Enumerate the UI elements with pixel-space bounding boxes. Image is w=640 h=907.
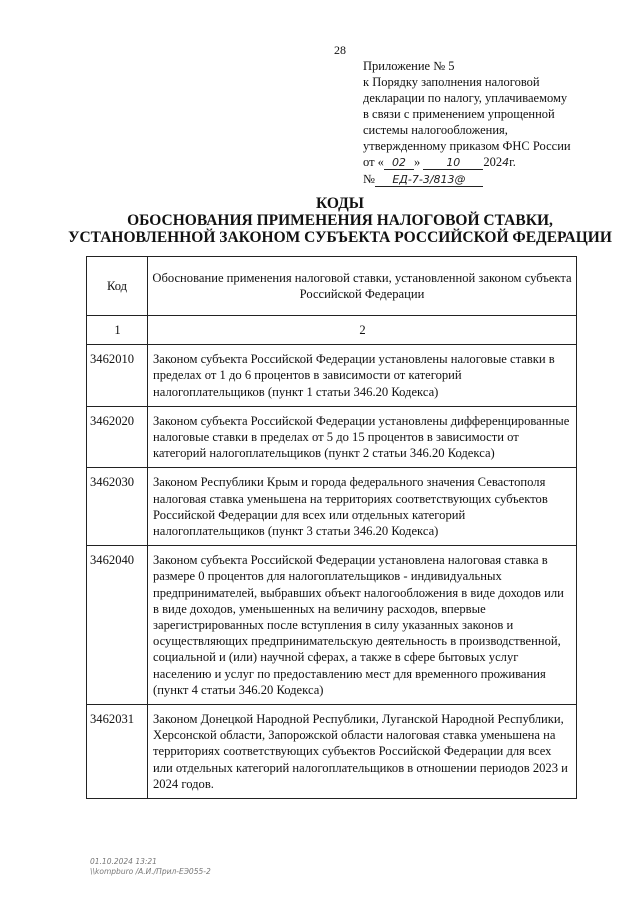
- column-number-row: [87, 316, 577, 345]
- appendix-line: Приложение № 5: [363, 59, 455, 73]
- basis-cell: Законом субъекта Российской Федерации установлены дифференцированные налоговые ставки в пределах от 5 до 15 процентов в зависимости от категорий налогоплательщиков (пункт 2 статьи 346.20 Кодекса): [148, 406, 577, 468]
- footer-path: \\kompburo /А.И./Прил-ЕЭ055-2: [90, 867, 211, 876]
- code-cell: 3462020: [87, 406, 148, 468]
- basis-cell: Законом Донецкой Народной Республики, Луганской Народной Республики, Херсонской области, Запорожской области налоговая ставка уменьшена на территориях соответствующих субъектов Российской Федерации для всех или отдельных категорий налогоплательщиков в отношении периодов 2023 и 2024 годов.: [148, 705, 577, 799]
- basis-cell: Законом Республики Крым и города федерального значения Севастополя налоговая ставка уменьшена на территориях соответствующих субъектов Российской Федерации для всех или отдельных категорий налогоплательщиков (пункт 3 статьи 346.20 Кодекса): [148, 468, 577, 546]
- appendix-line: в связи с применением упрощенной: [363, 107, 555, 121]
- table-row: [87, 406, 577, 468]
- appendix-line: декларации по налогу, уплачиваемому: [363, 91, 568, 105]
- header-basis: Обоснование применения налоговой ставки, установленной законом субъекта Российской Федерации: [148, 257, 577, 316]
- date-month: 10: [423, 156, 483, 170]
- print-footer: [90, 857, 211, 877]
- table-header-row: [87, 257, 577, 316]
- date-prefix: от «: [363, 155, 384, 169]
- table-row: [87, 345, 577, 407]
- appendix-block: [363, 58, 633, 187]
- table-row: [87, 546, 577, 705]
- title-line: УСТАНОВЛЕННОЙ ЗАКОНОМ СУБЪЕКТА РОССИЙСКОЙ ФЕДЕРАЦИИ: [68, 229, 612, 246]
- basis-cell: Законом субъекта Российской Федерации установлены налоговые ставки в пределах от 1 до 6 процентов в зависимости от категорий налогоплательщиков (пункт 1 статьи 346.20 Кодекса): [148, 345, 577, 407]
- date-year-hand: 4: [502, 156, 510, 169]
- code-cell: 3462031: [87, 705, 148, 799]
- code-cell: 3462040: [87, 546, 148, 705]
- column-number: 2: [148, 316, 577, 345]
- number-prefix: №: [363, 172, 375, 186]
- column-number: 1: [87, 316, 148, 345]
- document-title: [0, 195, 640, 246]
- appendix-line: к Порядку заполнения налоговой: [363, 75, 540, 89]
- basis-cell: Законом субъекта Российской Федерации установлена налоговая ставка в размере 0 процентов для налогоплательщиков - индивидуальных предпринимателей, выбравших объект налогообложения в виде доходов или в виде доходов, уменьшенных на величину расходов, впервые зарегистрированных после вступления в силу указанных законов и осуществляющих предпринимательскую деятельность в производственной, социальной и (или) научной сферах, а также в сфере бытовых услуг населению и услуг по предоставлению мест для временного проживания (пункт 4 статьи 346.20 Кодекса): [148, 546, 577, 705]
- date-year-prefix: 202: [483, 155, 503, 169]
- date-sep: »: [413, 155, 421, 169]
- date-suffix: г.: [509, 155, 516, 169]
- order-number-hand: ЕД-7-3/813@: [375, 173, 483, 187]
- page-number: 28: [334, 43, 346, 57]
- header-code: Код: [87, 257, 148, 316]
- appendix-line: утвержденному приказом ФНС России: [363, 139, 571, 153]
- code-cell: 3462010: [87, 345, 148, 407]
- order-date: [363, 154, 633, 171]
- footer-timestamp: 01.10.2024 13:21: [90, 857, 157, 866]
- codes-table: [86, 256, 577, 799]
- code-cell: 3462030: [87, 468, 148, 546]
- date-day: 02: [384, 156, 414, 170]
- appendix-line: системы налогообложения,: [363, 123, 508, 137]
- table-row: [87, 705, 577, 799]
- title-line: ОБОСНОВАНИЯ ПРИМЕНЕНИЯ НАЛОГОВОЙ СТАВКИ,: [127, 212, 553, 229]
- title-line: КОДЫ: [315, 195, 365, 212]
- order-number: [363, 171, 633, 187]
- table-row: [87, 468, 577, 546]
